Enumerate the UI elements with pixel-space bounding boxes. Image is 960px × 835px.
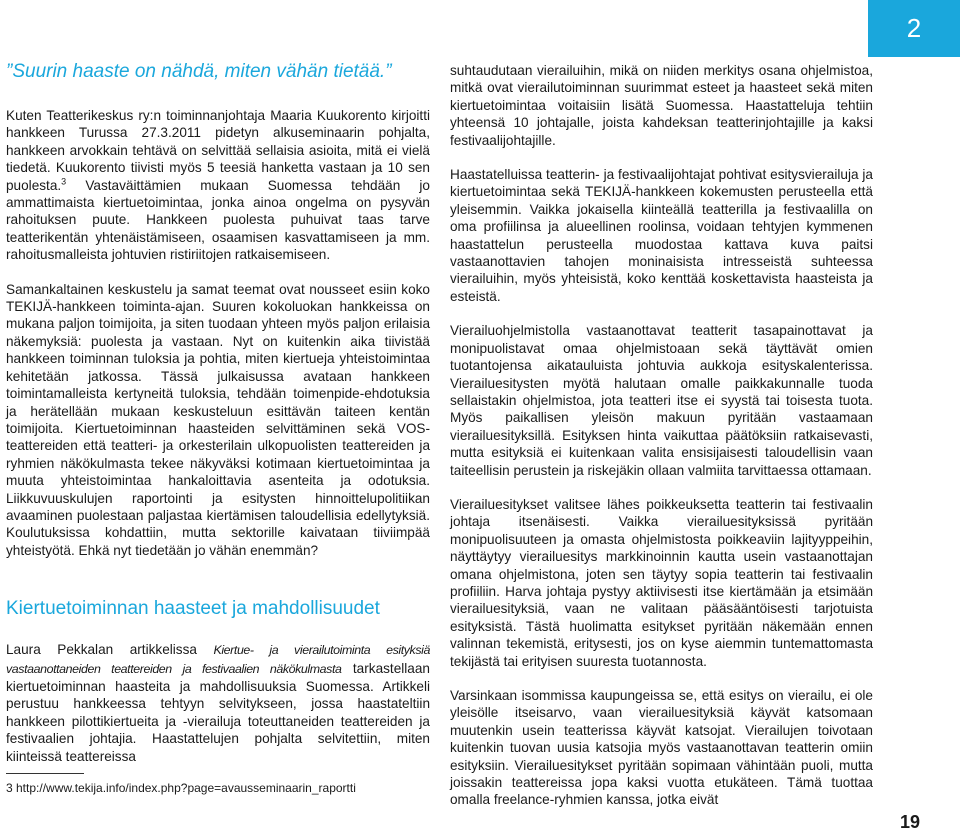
right-paragraph-3: Vierailuohjelmistolla vastaanottavat teatterit tasapainottavat ja monipuolistavat omaa ohjelmistoaan sekä täyttävät omien tuotantojensa aikatauluista johtuvia aukkoja esityskalenterissa. Vierailuesitysten myötä halutaan omalle paikkakunnalle tuoda sellaistakin ohjelmistoa, jota teatteri itse ei syystä tai toisesta tuota. Myös paikallisen yleisön makuun pyritään vastaamaan vierailuesityksillä. Esityksen hinta vaikuttaa päätöksiin ratkaisevasti, mutta esityksiä ei kuitenkaan valita ensisijaisesti taloudellisin vaan taiteellisin perustein ja riskejäkin ollaan valmiita tarvittaessa ottamaan. bbox=[450, 323, 873, 478]
intro-paragraph bbox=[6, 107, 430, 264]
page-tab: 2 bbox=[868, 0, 960, 57]
discussion-paragraph: Samankaltainen keskustelu ja samat teemat ovat nousseet esiin koko TEKIJÄ-hankkeen toiminta-ajan. Suuren kokoluokan hankkeissa on mukana paljon toimijoita, ja siten tuodaan yhteen myös paljon erilaisia näkemyksiä: puolesta ja vastaan. Nyt on kuitenkin aika tiivistää hankkeen toiminnan tuloksia ja pohtia, miten kiertueja yhteistoimintaa kehitetään jatkossa. Tässä julkaisussa avataan hankkeen toimintamalleista kertyneitä tuloksia, tehdään toimenpide-ehdotuksia ja herätellään mukaan keskusteluun esittävän taiteen kentän toimijoita. Kiertuetoiminnan haasteiden selvittäminen sekä VOS-teattereiden että teatteri- ja orkesterilain ulkopuolisten teattereiden ja ryhmien näkökulmasta tekee näkyväksi kotimaan kiertuetoimintaa ja muuta yhteistoimintaa hankaloittavia asenteita ja odotuksia. Liikkuvuuskulujen raportointi ja esitysten hinnoittelupolitiikan avaaminen puolestaan paljastaa kiertämisen taloudellisia edellytyksiä. Koulutuksissa kohdattiin, mutta sektorille kaivataan tiiviimpää yhteistyötä. Ehkä nyt tiedetään jo vähän enemmän? bbox=[6, 281, 430, 558]
quote-heading: ”Suurin haaste on nähdä, miten vähän tietää.” bbox=[6, 61, 392, 82]
section-heading: Kiertuetoiminnan haasteet ja mahdollisuudet bbox=[6, 598, 380, 620]
right-paragraph-1: suhtaudutaan vierailuihin, mikä on niiden merkitys osana ohjelmistoa, mitkä ovat vierailutoiminnan suurimmat esteet ja haasteet sekä miten kiertuetoimintaa voitaisiin lisätä Suomessa. Haastatteluja tehtiin yhteensä 10 johtajalle, joista kahdeksan teatterinjohtajille ja kaksi festivaalijohtajille. bbox=[450, 63, 873, 148]
right-paragraph-4: Vierailuesitykset valitsee lähes poikkeuksetta teatterin tai festivaalin johtaja itsenäisesti. Vaikka vierailuesityksissä pyritään monipuolisuuteen ja omasta ohjelmistosta poikkeaviin lajityyppeihin, näyttäytyy vierailuesitys markkinoinnin kautta usein vastaanottajan omana ohjelmistona, joten sen täytyy sopia teatterin tai festivaalin profiiliin. Harva johtaja pystyy aktiivisesti itse kiertämään ja etsimään vierailuesityksiä, vaan ne valitaan pääsääntöisesti tarjotuista esityksistä. Tästä huolimatta esitykset pyritään näkemään ennen valinnan tekemistä, eritysesti, jos on kyse aiemmin tuntemattomasta tekijästä tai erityisen suuresta tuotannosta. bbox=[450, 496, 873, 669]
article-intro-text-continued: tarkastellaan kiertuetoiminnan haasteita ja mahdollisuuksia Suomessa. Artikkeli perustuu hankkeessa tehtyyn selvitykseen, jossa haastateltiin hankkeen pilottikiertueita ja -vierailuja toteuttaneiden teattereiden ja festivaalien johtajia. Haastattelujen pohjalta selvitettiin, miten kiinteissä teattereissa bbox=[6, 660, 430, 764]
left-column bbox=[6, 60, 430, 782]
article-intro-text: Laura Pekkalan artikkelissa bbox=[6, 642, 214, 658]
right-column bbox=[450, 62, 873, 826]
footnote-ref: 3 bbox=[61, 176, 67, 187]
right-paragraph-5: Varsinkaan isommissa kaupungeissa se, että esitys on vierailu, ei ole yleisölle itseisarvo, vaan vierailuesityksiä käyvät katsomaan muutenkin usein teatterissa käyvät katsojat. Vierailujen toivotaan kuitenkin tuovan uusia katsojia myös vastaanottavan teatterin omiin esityksiin. Vierailuesitykset pyritään sopimaan vähintään puoli, mutta joissakin teattereissa jopa kaksi vuotta etukäteen. Tämä tuottaa omalla freelance-ryhmien kanssa, jotka eivät bbox=[450, 688, 873, 808]
article-intro-paragraph bbox=[6, 641, 430, 765]
intro-text: Kuten Teatterikeskus ry:n toiminnanjohtaja Maaria Kuukorento kirjoitti hankkeen Turussa 27.3.2011 pidetyn alkuseminaarin pohjalta, hankkeen arvokkain tehtävä on selvittää sellaisia asioita, mitä ei vielä tiedetä. Kuukorento tiivisti myös 5 teesiä hanketta vastaan ja 10 sen puolesta. bbox=[6, 108, 430, 193]
right-paragraph-2: Haastatelluissa teatterin- ja festivaalijohtajat pohtivat esitysvierailuja ja kiertuetoimintaa sekä TEKIJÄ-hankkeen kokemusten perusteella että yleisemmin. Vaikka jokaisella kiinteällä teatterilla ja festivaalilla on oma profiilinsa ja alueellinen roolinsa, voidaan tehtyjen kymmenen haastattelun perusteella muodostaa kattava kuva paitsi vastaanottavien tahojen moninaisista intresseistä suhteessa vierailuihin, myös yhteisistä, koko kenttää koskettavista haasteista ja esteistä. bbox=[450, 167, 873, 304]
footnote: 3 http://www.tekija.info/index.php?page=avausseminaarin_raportti bbox=[6, 781, 356, 795]
article-title: Kiertue- ja vierailutoiminta esityksiä vastaanottaneiden teattereiden ja festivaalien näkökulmasta bbox=[6, 643, 430, 676]
intro-text-continued: Vastaväittämien mukaan Suomessa tehdään jo ammattimaista kiertuetoimintaa, jonka ainoa ongelma on pysyvän rahoituksen puute. Hankkeen puolesta puhuivat taas tarve teatterikentän yhtenäistämiseen, osaamisen kasvattamiseen ja mm. rahoitusmalleista johtuvien ristiriitojen ratkaisemiseen. bbox=[6, 177, 430, 263]
page-number: 19 bbox=[900, 812, 921, 832]
footnote-divider bbox=[6, 773, 84, 774]
